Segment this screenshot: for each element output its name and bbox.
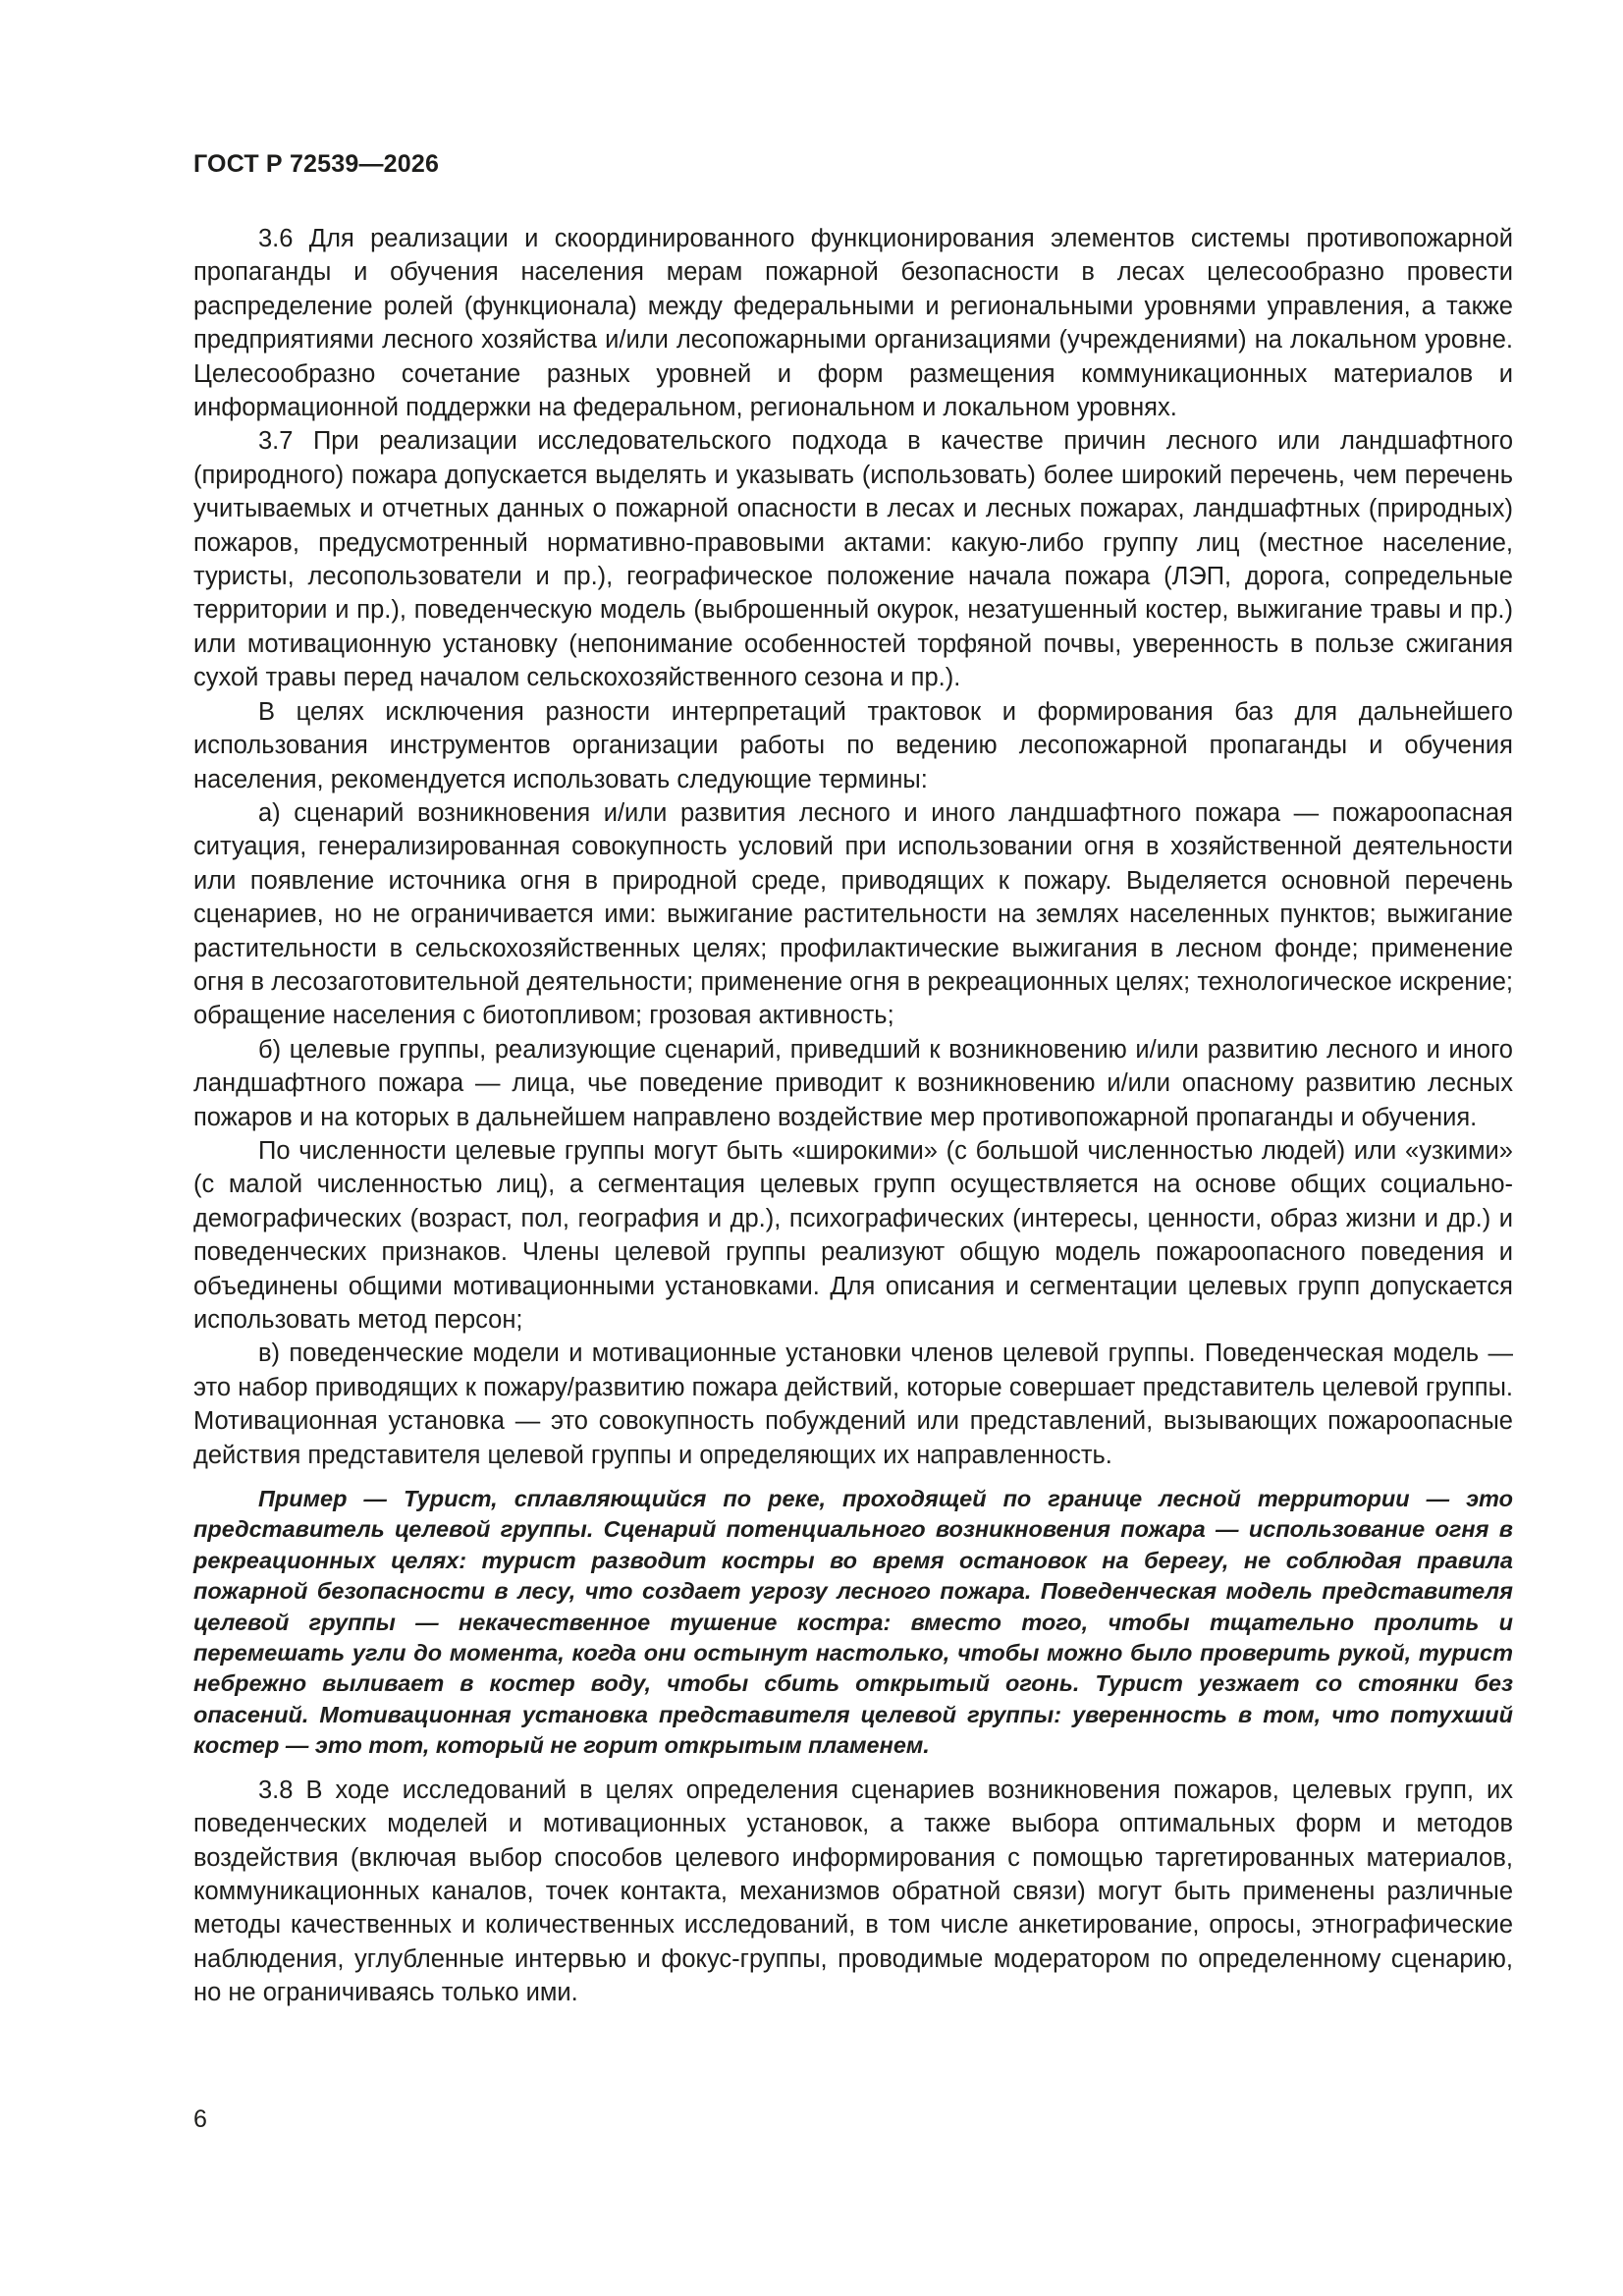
example-note: Пример — Турист, сплавляющийся по реке, проходящей по границе лесной территории — это представитель целевой группы. Сценарий потенциального возникновения пожара — использование огня в рекреационных целях: турист разводит костры во время остановок на берегу, не соблюдая правила пожарной безопасности в лесу, что создает угрозу лесного пожара. Поведенческая модель представителя целевой группы — некачественное тушение костра: вместо того, чтобы тщательно пролить и перемешать угли до момента, когда они остынут настолько, чтобы можно было проверить рукой, турист небрежно выливает в костер воду, чтобы сбить открытый огонь. Турист уезжает со стоянки без опасений. Мотивационная установка представителя целевой группы: уверенность в том, что потухший костер — это тот, который не горит открытым пламенем. — [193, 1486, 1513, 1759]
paragraph-target-groups: По численности целевые группы могут быть «широкими» (с большой численностью людей) или «узкими» (с малой численностью лиц), а сегментация целевых групп осуществляется на основе общих социально-демографических (возраст, пол, география и др.), психографических (интересы, ценности, образ жизни и др.) и поведенческих признаков. Члены целевой группы реализуют общую модель пожароопасного поведения и объединены общими мотивационными установками. Для описания и сегментации целевых групп допускается использовать метод персон; — [193, 1136, 1513, 1334]
paragraph-3-7: 3.7 При реализации исследовательского подхода в качестве причин лесного или ландшафтного (природного) пожара допускается выделять и указывать (использовать) более широкий перечень, чем перечень учитываемых и отчетных данных о пожарной опасности в лесах и лесных пожарах, ландшафтных (природных) пожаров, предусмотренный нормативно-правовыми актами: какую-либо группу лиц (местное население, туристы, лесопользователи и пр.), географическое положение начала пожара (ЛЭП, дорога, сопредельные территории и пр.), поведенческую модель (выброшенный окурок, незатушенный костер, выжигание травы и пр.) или мотивационную установку (непонимание особенностей торфяной почвы, уверенность в пользе сжигания сухой травы перед началом сельскохозяйственного сезона и пр.). — [193, 427, 1513, 692]
page-number: 6 — [193, 2105, 207, 2133]
paragraph-terms-intro: В целях исключения разности интерпретаций трактовок и формирования баз для дальнейшего использования инструментов организации работы по ведению лесопожарной пропаганды и обучения населения, рекомендуется использовать следующие термины: — [193, 697, 1513, 793]
document-header: ГОСТ Р 72539—2026 — [193, 150, 440, 178]
document-body — [193, 222, 1513, 2010]
paragraph-item-a: а) сценарий возникновения и/или развития лесного и иного ландшафтного пожара — пожароопасная ситуация, генерализированная совокупность условий при использовании огня в хозяйственной деятельности или появление источника огня в природной среде, приводящих к пожару. Выделяется основной перечень сценариев, но не ограничивается ими: выжигание растительности на землях населенных пунктов; выжигание растительности в сельскохозяйственных целях; профилактические выжигания в лесном фонде; применение огня в лесозаготовительной деятельности; применение огня в рекреационных целях; технологическое искрение; обращение населения с биотопливом; грозовая активность; — [193, 798, 1513, 1030]
paragraph-3-6: 3.6 Для реализации и скоординированного функционирования элементов системы противопожарной пропаганды и обучения населения мерам пожарной безопасности в лесах целесообразно провести распределение ролей (функционала) между федеральными и региональными уровнями управления, а также предприятиями лесного хозяйства и/или лесопожарными организациями (учреждениями) на локальном уровне. Целесообразно сочетание разных уровней и форм размещения коммуникационных материалов и информационной поддержки на федеральном, региональном и локальном уровнях. — [193, 225, 1513, 422]
paragraph-3-8: 3.8 В ходе исследований в целях определения сценариев возникновения пожаров, целевых групп, их поведенческих моделей и мотивационных установок, а также выбора оптимальных форм и методов воздействия (включая выбор способов целевого информирования с помощью таргетированных материалов, коммуникационных каналов, точек контакта, механизмов обратной связи) могут быть применены различные методы качественных и количественных исследований, в том числе анкетирование, опросы, этнографические наблюдения, углубленные интервью и фокус-группы, проводимые модератором по определенному сценарию, но не ограничиваясь только ими. — [193, 1776, 1513, 2007]
paragraph-item-b: б) целевые группы, реализующие сценарий, приведший к возникновению и/или развитию лесного и иного ландшафтного пожара — лица, чье поведение приводит к возникновению и/или опасному развитию лесных пожаров и на которых в дальнейшем направлено воздействие мер противопожарной пропаганды и обучения. — [193, 1035, 1513, 1131]
paragraph-item-v: в) поведенческие модели и мотивационные установки членов целевой группы. Поведенческая модель — это набор приводящих к пожару/развитию пожара действий, которые совершает представитель целевой группы. Мотивационная установка — это совокупность побуждений или представлений, вызывающих пожароопасные действия представителя целевой группы и определяющих их направленность. — [193, 1339, 1513, 1469]
